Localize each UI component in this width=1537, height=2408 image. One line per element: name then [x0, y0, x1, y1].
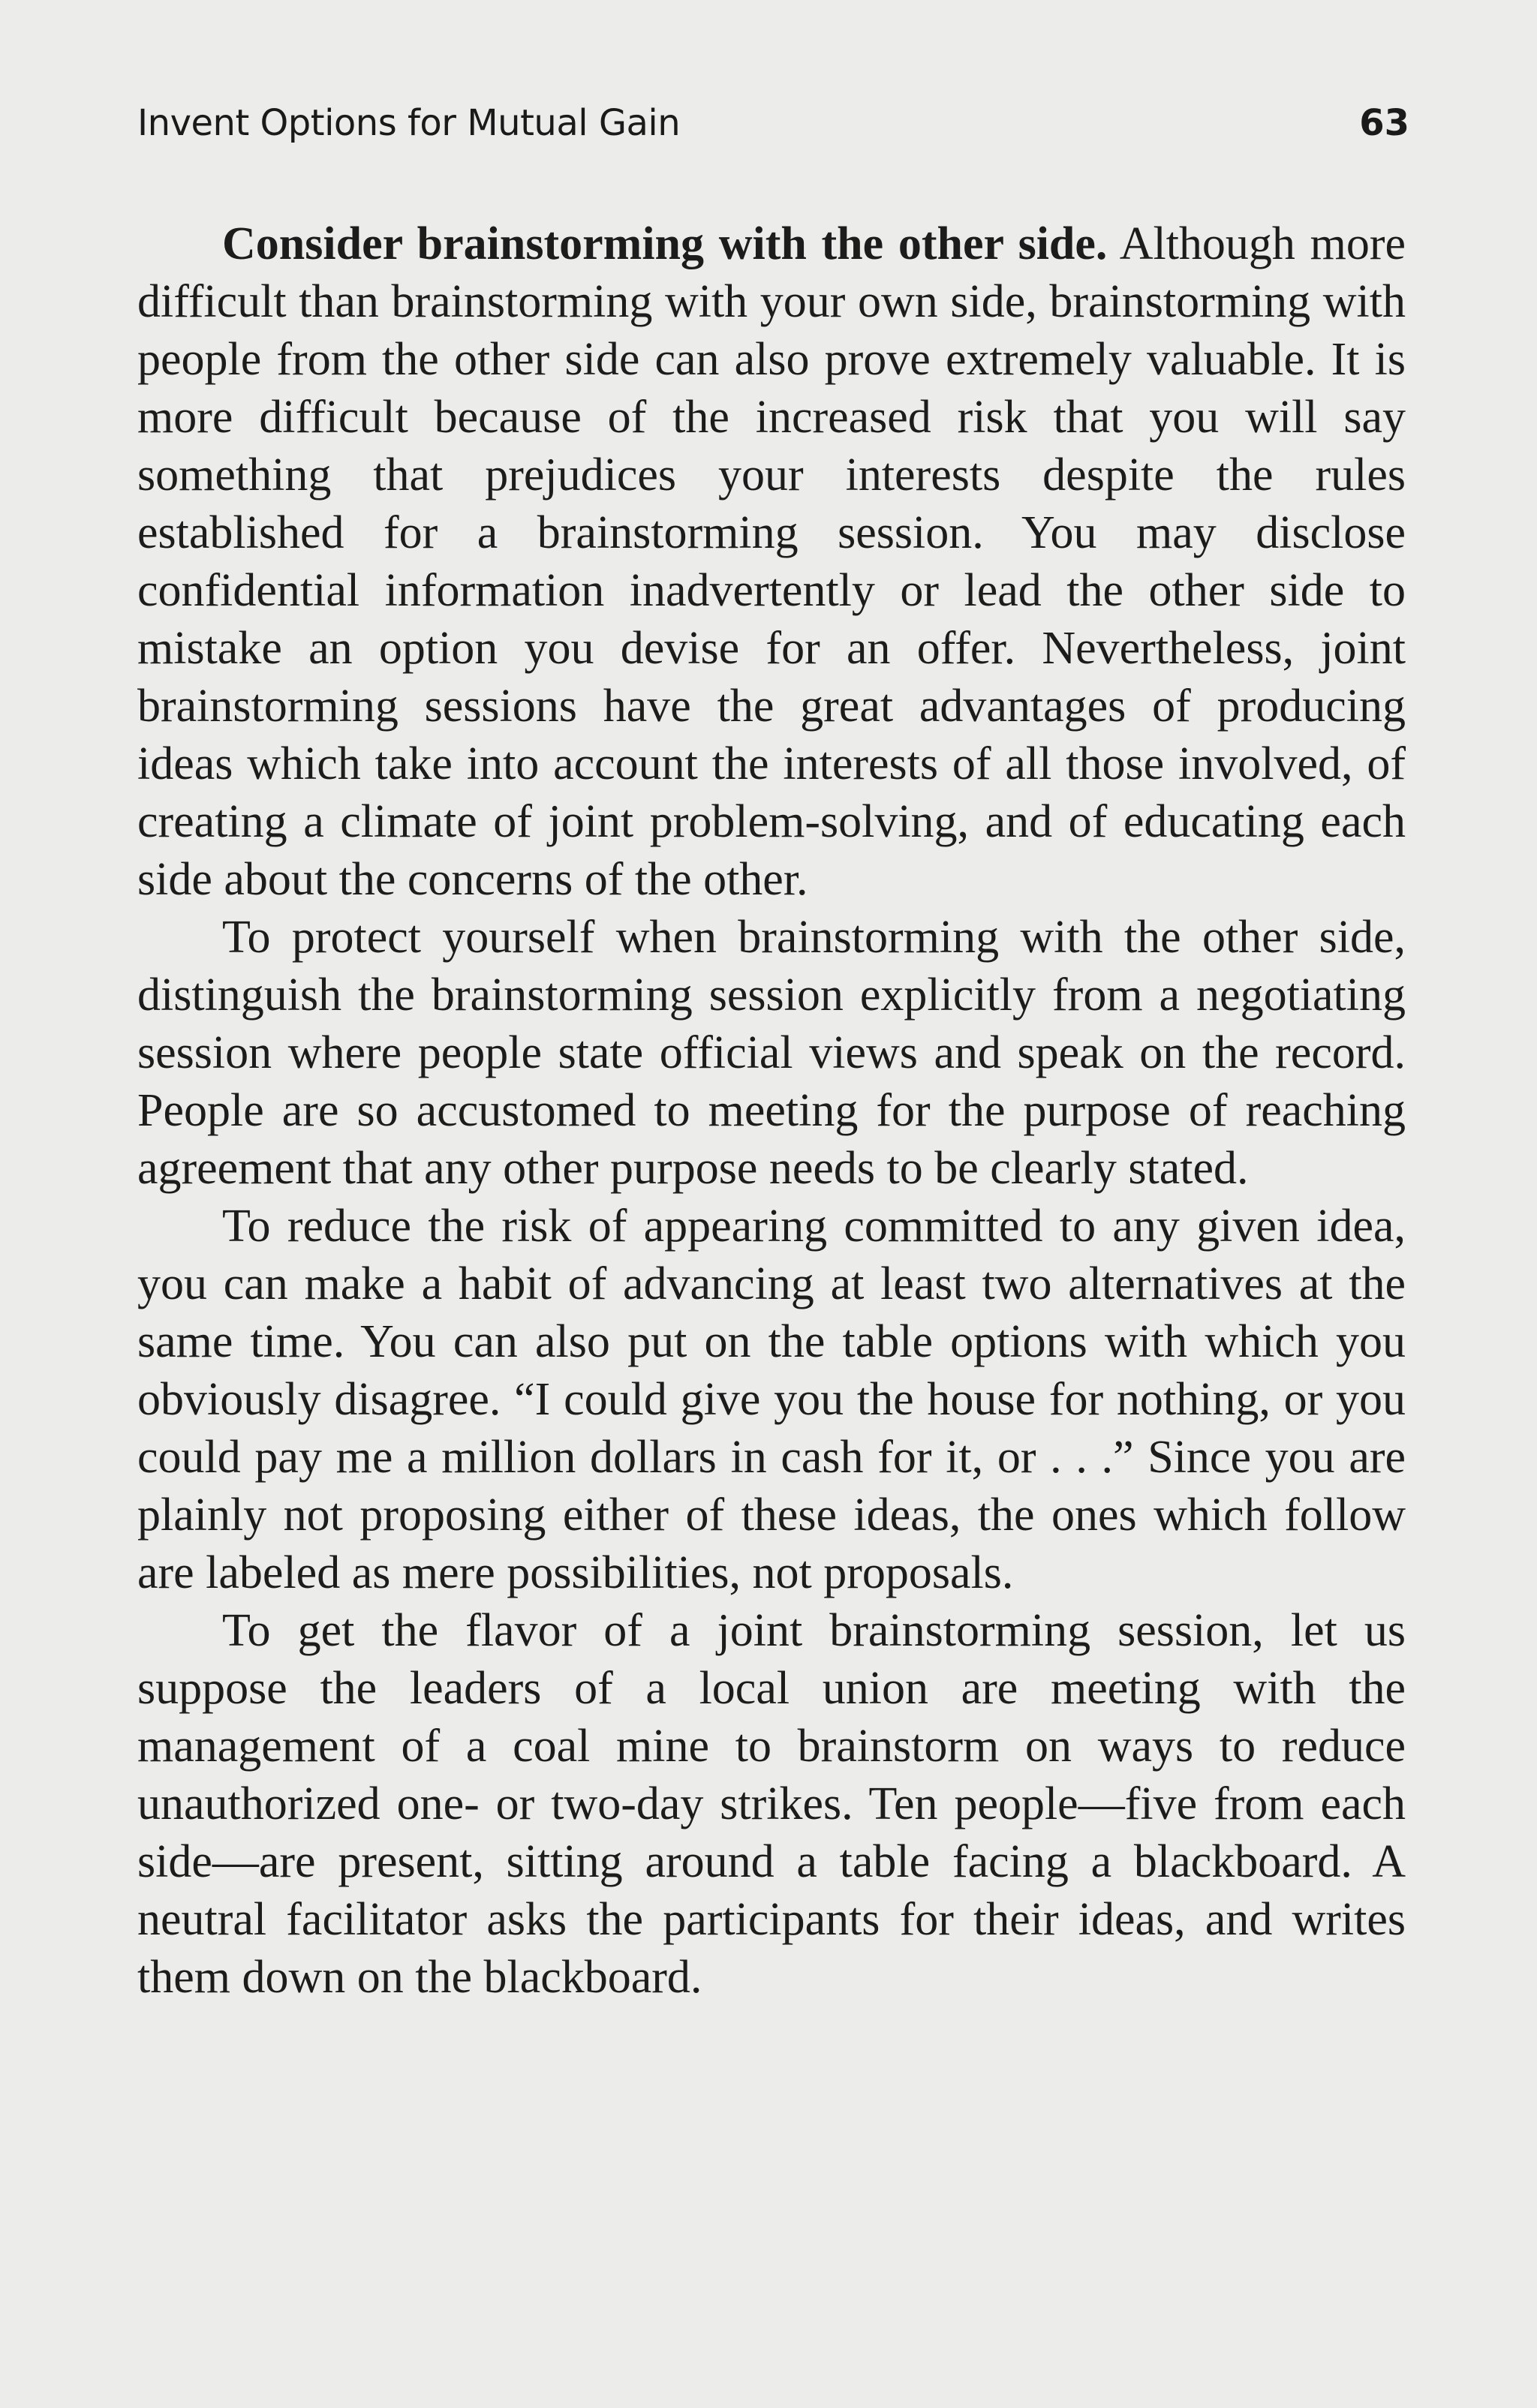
paragraph-joint-session-example: To get the flavor of a joint brainstorming session, let us suppose the leaders of a local union are meeting with the management of a coal mine to brainstorm on ways to reduce unauthorized one- or two-day strikes. Ten people—five from each side—are present, sitting around a table facing a blackboard. A neutral facilitator asks the participants for their ideas, and writes them down on the blackboard.	[137, 1605, 1406, 2003]
paragraph-protect-yourself: To protect yourself when brainstorming with the other side, distinguish the brainstorming session explicitly from a negotiating session where people state official views and speak on the record. People are so accustomed to meeting for the purpose of reaching agreement that any other purpose needs to be clearly stated.	[137, 912, 1406, 1194]
page-header	[137, 102, 1409, 155]
paragraph-brainstorm-other-side	[137, 215, 1406, 909]
paragraph-lead-heading: Consider brainstorming with the other side.	[222, 218, 1108, 269]
paragraph-text: Although more difficult than brainstorming with your own side, brainstorming with people from the other side can also prove extremely valuable. It is more difficult because of the increased risk that you will say something that prejudices your interests despite the rules established for a brainstorming session. You may disclose confidential information inadvertently or lead the other side to mistake an option you devise for an offer. Nevertheless, joint brainstorming sessions have the great advantages of producing ideas which take into account the interests of all those involved, of creating a climate of joint problem-solving, and of educating each side about the concerns of the other.	[137, 218, 1406, 905]
paragraph-reduce-risk: To reduce the risk of appearing committed to any given idea, you can make a habit of advancing at least two alternatives at the same time. You can also put on the table options with which you obviously disagree. “I could give you the house for nothing, or you could pay me a million dollars in cash for it, or . . .” Since you are plainly not proposing either of these ideas, the ones which follow are labeled as mere possibilities, not proposals.	[137, 1201, 1406, 1598]
body-text	[137, 215, 1406, 2007]
running-head: Invent Options for Mutual Gain	[137, 102, 681, 144]
page-number: 63	[1359, 102, 1409, 144]
